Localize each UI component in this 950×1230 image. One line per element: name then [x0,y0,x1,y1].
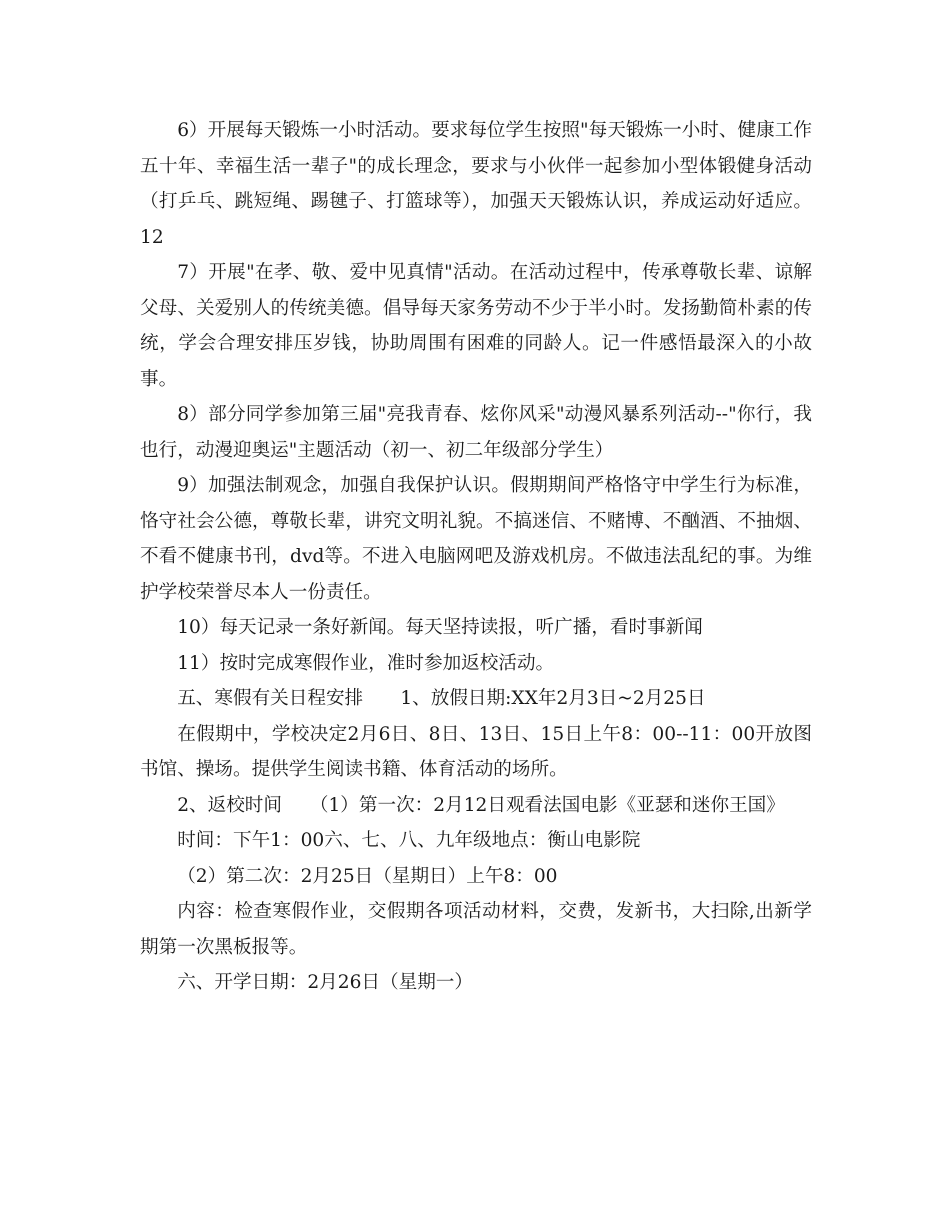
paragraph-activity-11: 11）按时完成寒假作业，准时参加返校活动。 [177,652,555,674]
paragraph-return-second: （2）第二次：2月25日（星期日）上午8：00 [177,865,558,887]
paragraph-return-time-place: 时间：下午1：00六、七、八、九年级地点：衡山电影院 [177,830,641,851]
document-page [140,113,812,1001]
paragraph-schedule-heading: 五、寒假有关日程安排 1、放假日期:XX年2月3日~2月25日 [177,688,706,709]
paragraph-return-first: 2、返校时间 （1）第一次：2月12日观看法国电影《亚瑟和迷你王国》 [177,794,785,816]
paragraph-activity-10: 10）每天记录一条好新闻。每天坚持读报，听广播，看时事新闻 [177,617,703,638]
paragraph-activity-9: 9）加强法制观念，加强自我保护认识。假期期间严格恪守中学生行为标准，恪守社会公德，尊敬长辈，讲究文明礼貌。不搞迷信、不赌博、不酗酒、不抽烟、不看不健康书刊，dvd等。不进入电脑网吧及游戏机房。不做违法乱纪的事。为维护学校荣誉尽本人一份责任。 [140,475,812,603]
paragraph-school-start-date: 六、开学日期：2月26日（星期一） [177,972,473,993]
paragraph-activity-8: 8）部分同学参加第三届"亮我青春、炫你风采"动漫风暴系列活动--"你行，我也行，动漫迎奥运"主题活动（初一、初二年级部分学生） [140,404,812,461]
paragraph-library-hours: 在假期中，学校决定2月6日、8日、13日、15日上午8：00--11：00开放图书馆、操场。提供学生阅读书籍、体育活动的场所。 [140,723,812,780]
paragraph-activity-7: 7）开展"在孝、敬、爱中见真情"活动。在活动过程中，传承尊敬长辈、谅解父母、关爱别人的传统美德。倡导每天家务劳动不少于半小时。发扬勤简朴素的传统，学会合理安排压岁钱，协助周围有困难的同龄人。记一件感悟最深入的小故事。 [140,262,812,390]
paragraph-return-content: 内容：检查寒假作业，交假期各项活动材料，交费，发新书，大扫除,出新学期第一次黑板报等。 [140,901,812,958]
paragraph-activity-6: 6）开展每天锻炼一小时活动。要求每位学生按照"每天锻炼一小时、健康工作五十年、幸福生活一辈子"的成长理念，要求与小伙伴一起参加小型体锻健身活动（打乒乓、跳短绳、踢毽子、打篮球等），加强天天锻炼认识，养成运动好适应。12 [140,120,812,248]
